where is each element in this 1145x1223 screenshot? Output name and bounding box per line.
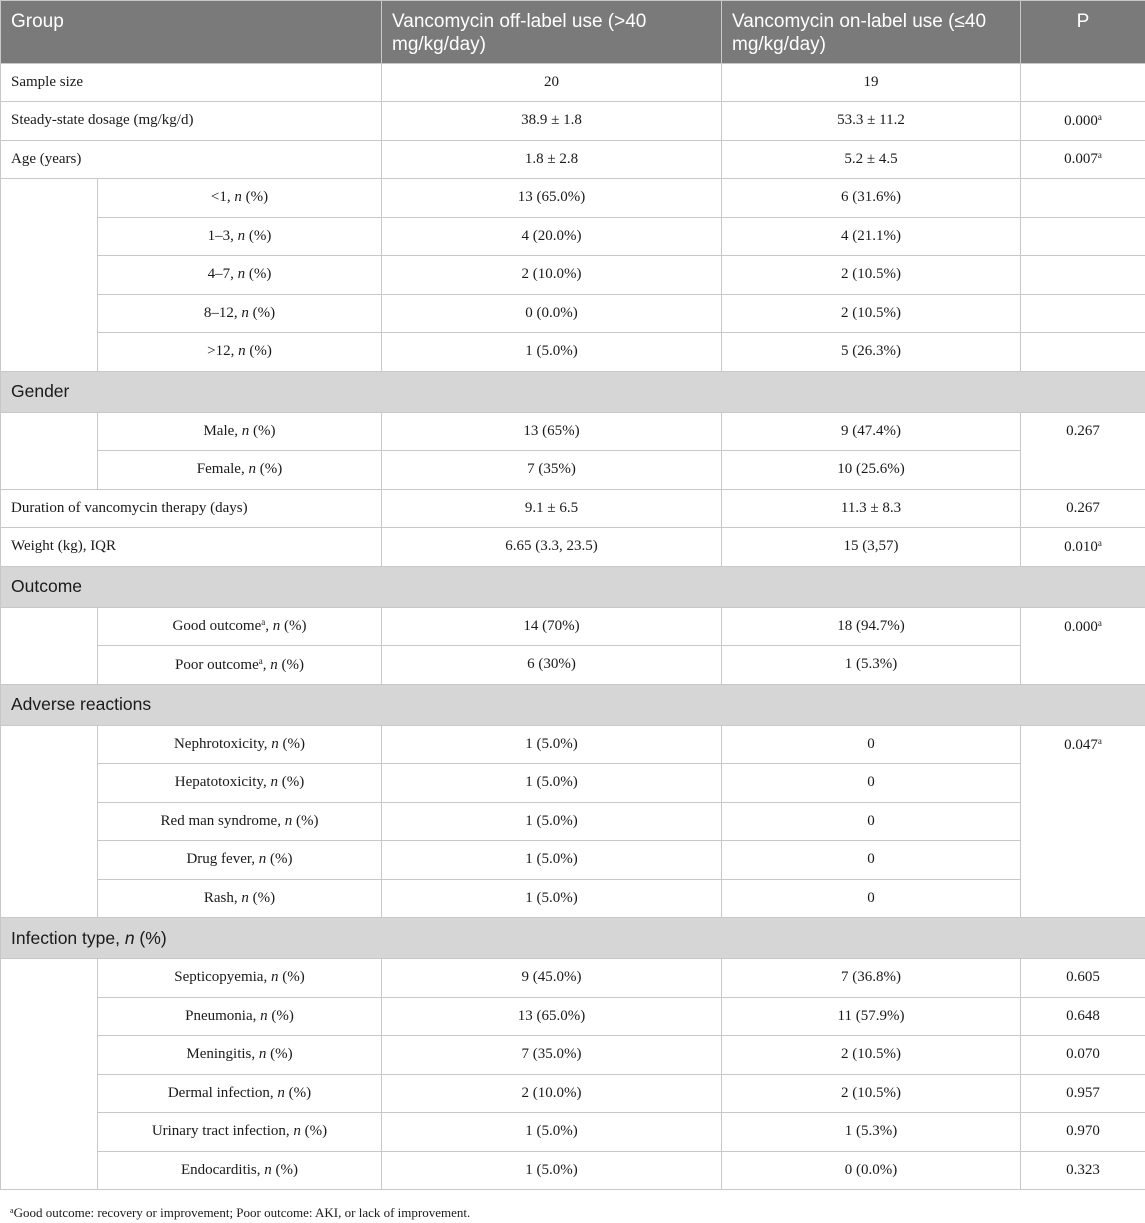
row-label: Weight (kg), IQR — [1, 528, 382, 567]
cell-p — [1021, 63, 1145, 102]
cell-off: 1 (5.0%) — [382, 879, 722, 918]
cell-off: 38.9 ± 1.8 — [382, 102, 722, 141]
row-label: 1–3, n (%) — [98, 217, 382, 256]
row-label: Good outcome$^a$, n (%) — [98, 607, 382, 646]
table-row-dosage — [1, 102, 1145, 141]
table-row-infection — [1, 959, 1145, 998]
cell-off: 7 (35%) — [382, 451, 722, 490]
row-label: Age (years) — [1, 140, 382, 179]
cell-p: 0.957 — [1021, 1074, 1145, 1113]
table-row-adverse — [1, 725, 1145, 764]
section-title: Infection type, n (%) — [1, 918, 1145, 959]
cell-off: 7 (35.0%) — [382, 1036, 722, 1075]
table-row-gender — [1, 451, 1145, 490]
indent-cell — [1, 412, 98, 489]
cell-off: 14 (70%) — [382, 607, 722, 646]
row-label: Drug fever, n (%) — [98, 841, 382, 880]
cell-p — [1021, 333, 1145, 372]
section-header-gender — [1, 371, 1145, 412]
header-p: P — [1021, 1, 1145, 64]
cell-on: 2 (10.5%) — [722, 256, 1021, 295]
table-row-infection — [1, 1074, 1145, 1113]
cell-on: 7 (36.8%) — [722, 959, 1021, 998]
cell-on: 2 (10.5%) — [722, 294, 1021, 333]
cell-p: 0.605 — [1021, 959, 1145, 998]
cell-off: 2 (10.0%) — [382, 1074, 722, 1113]
footnote-marker: a — [1097, 150, 1102, 161]
cell-on: 5.2 ± 4.5 — [722, 140, 1021, 179]
row-label: Red man syndrome, n (%) — [98, 802, 382, 841]
table-row-age — [1, 140, 1145, 179]
cell-off: 9.1 ± 6.5 — [382, 489, 722, 528]
footnote-marker: a — [1097, 111, 1102, 122]
cell-p — [1021, 102, 1145, 141]
section-header-adverse — [1, 684, 1145, 725]
cell-on: 18 (94.7%) — [722, 607, 1021, 646]
table-row-age-group — [1, 179, 1145, 218]
cell-off: 0 (0.0%) — [382, 294, 722, 333]
section-title: Gender — [1, 371, 1145, 412]
row-label: Rash, n (%) — [98, 879, 382, 918]
footnote-marker: a — [10, 1206, 14, 1215]
footnote-marker: a — [1097, 735, 1102, 746]
cell-p: 0.323 — [1021, 1151, 1145, 1190]
row-label: 4–7, n (%) — [98, 256, 382, 295]
cell-on: 53.3 ± 11.2 — [722, 102, 1021, 141]
footnote-marker: a — [1097, 537, 1102, 548]
cell-on: 11 (57.9%) — [722, 997, 1021, 1036]
cell-on: 0 — [722, 841, 1021, 880]
cell-p — [1021, 217, 1145, 256]
table-row-gender — [1, 412, 1145, 451]
cell-off: 1 (5.0%) — [382, 764, 722, 803]
cell-on: 2 (10.5%) — [722, 1074, 1021, 1113]
cell-off: 6 (30%) — [382, 646, 722, 685]
row-label: Nephrotoxicity, n (%) — [98, 725, 382, 764]
cell-off: 2 (10.0%) — [382, 256, 722, 295]
cell-on: 19 — [722, 63, 1021, 102]
cell-off: 1 (5.0%) — [382, 333, 722, 372]
cell-p — [1021, 607, 1145, 684]
table-row-infection — [1, 1036, 1145, 1075]
row-label: <1, n (%) — [98, 179, 382, 218]
cell-off: 1 (5.0%) — [382, 841, 722, 880]
header-off-label: Vancomycin off-label use (>40 mg/kg/day) — [382, 1, 722, 64]
footnote-marker: a — [1097, 617, 1102, 628]
indent-cell — [1, 607, 98, 684]
cell-on: 0 — [722, 879, 1021, 918]
row-label: Urinary tract infection, n (%) — [98, 1113, 382, 1152]
cell-off: 13 (65.0%) — [382, 997, 722, 1036]
cell-p — [1021, 140, 1145, 179]
p-value: 0.007 — [1064, 151, 1098, 168]
cell-on: 1 (5.3%) — [722, 1113, 1021, 1152]
cell-p — [1021, 528, 1145, 567]
cell-p: 0.070 — [1021, 1036, 1145, 1075]
cell-on: 11.3 ± 8.3 — [722, 489, 1021, 528]
cell-on: 5 (26.3%) — [722, 333, 1021, 372]
cell-off: 6.65 (3.3, 23.5) — [382, 528, 722, 567]
cell-on: 2 (10.5%) — [722, 1036, 1021, 1075]
row-label: Sample size — [1, 63, 382, 102]
cell-on: 15 (3,57) — [722, 528, 1021, 567]
p-value: 0.000 — [1064, 112, 1098, 129]
cell-off: 13 (65.0%) — [382, 179, 722, 218]
cell-off: 4 (20.0%) — [382, 217, 722, 256]
table-row-age-group — [1, 294, 1145, 333]
table-row-adverse — [1, 841, 1145, 880]
row-label: 8–12, n (%) — [98, 294, 382, 333]
cell-on: 10 (25.6%) — [722, 451, 1021, 490]
cell-off: 1 (5.0%) — [382, 1151, 722, 1190]
row-label: Poor outcome$^a$, n (%) — [98, 646, 382, 685]
section-title: Adverse reactions — [1, 684, 1145, 725]
table-row-age-group — [1, 333, 1145, 372]
p-value: 0.047 — [1064, 736, 1098, 753]
cell-p: 0.267 — [1021, 412, 1145, 489]
table-row-outcome — [1, 646, 1145, 685]
cell-p — [1021, 179, 1145, 218]
row-label: Hepatotoxicity, n (%) — [98, 764, 382, 803]
row-label: Pneumonia, n (%) — [98, 997, 382, 1036]
table-row-sample-size — [1, 63, 1145, 102]
row-label: Dermal infection, n (%) — [98, 1074, 382, 1113]
cell-on: 9 (47.4%) — [722, 412, 1021, 451]
header-on-label: Vancomycin on-label use (≤40 mg/kg/day) — [722, 1, 1021, 64]
table-row-infection — [1, 1151, 1145, 1190]
cell-p — [1021, 256, 1145, 295]
table-row-age-group — [1, 217, 1145, 256]
table-row-outcome — [1, 607, 1145, 646]
cell-on: 1 (5.3%) — [722, 646, 1021, 685]
cell-on: 0 — [722, 764, 1021, 803]
p-value: 0.010 — [1064, 538, 1098, 555]
cell-on: 0 (0.0%) — [722, 1151, 1021, 1190]
indent-cell — [1, 725, 98, 918]
row-label: Duration of vancomycin therapy (days) — [1, 489, 382, 528]
table-row-age-group — [1, 256, 1145, 295]
indent-cell — [1, 179, 98, 372]
cell-off: 9 (45.0%) — [382, 959, 722, 998]
row-label: Male, n (%) — [98, 412, 382, 451]
table-row-adverse — [1, 802, 1145, 841]
header-row — [1, 1, 1145, 64]
section-header-outcome — [1, 566, 1145, 607]
cell-off: 1.8 ± 2.8 — [382, 140, 722, 179]
section-header-infection — [1, 918, 1145, 959]
cell-on: 6 (31.6%) — [722, 179, 1021, 218]
cell-off: 13 (65%) — [382, 412, 722, 451]
cell-off: 1 (5.0%) — [382, 1113, 722, 1152]
cell-off: 20 — [382, 63, 722, 102]
cell-on: 0 — [722, 802, 1021, 841]
table-row-infection — [1, 997, 1145, 1036]
table-row-adverse — [1, 879, 1145, 918]
cell-p — [1021, 294, 1145, 333]
table-row-adverse — [1, 764, 1145, 803]
cell-p — [1021, 725, 1145, 918]
p-value: 0.000 — [1064, 618, 1098, 635]
cell-off: 1 (5.0%) — [382, 802, 722, 841]
cell-off: 1 (5.0%) — [382, 725, 722, 764]
row-label: Steady-state dosage (mg/kg/d) — [1, 102, 382, 141]
table-footnote — [10, 1205, 470, 1221]
table-row-weight — [1, 528, 1145, 567]
cell-p: 0.267 — [1021, 489, 1145, 528]
row-label: Septicopyemia, n (%) — [98, 959, 382, 998]
row-label: Meningitis, n (%) — [98, 1036, 382, 1075]
table-row-infection — [1, 1113, 1145, 1152]
footnote-text: Good outcome: recovery or improvement; Poor outcome: AKI, or lack of improvement. — [13, 1205, 471, 1220]
section-title: Outcome — [1, 566, 1145, 607]
cell-on: 4 (21.1%) — [722, 217, 1021, 256]
cell-p: 0.648 — [1021, 997, 1145, 1036]
cell-p: 0.970 — [1021, 1113, 1145, 1152]
header-group: Group — [1, 1, 382, 64]
cell-on: 0 — [722, 725, 1021, 764]
table-row-duration — [1, 489, 1145, 528]
row-label: Female, n (%) — [98, 451, 382, 490]
row-label: >12, n (%) — [98, 333, 382, 372]
row-label: Endocarditis, n (%) — [98, 1151, 382, 1190]
indent-cell — [1, 959, 98, 1190]
